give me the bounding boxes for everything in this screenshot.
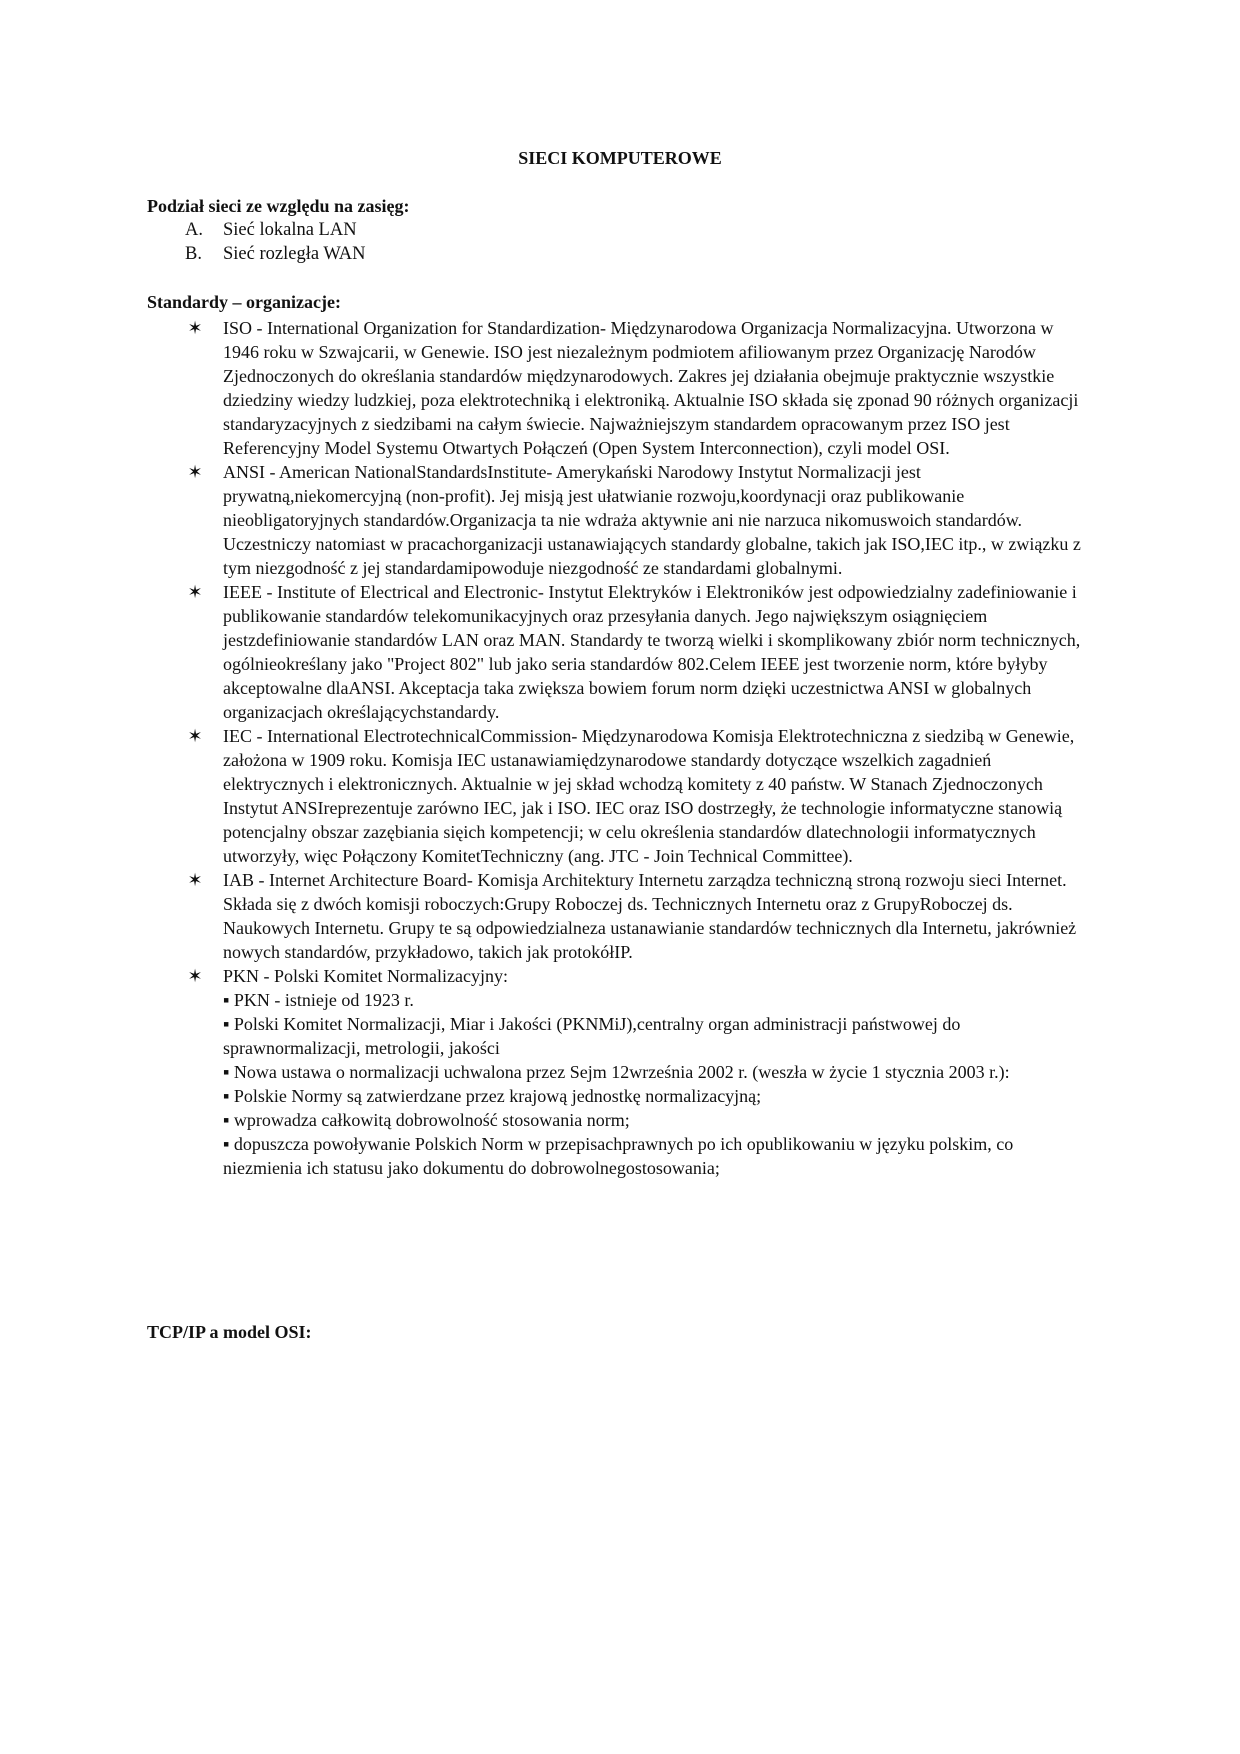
document-title: SIECI KOMPUTEROWE bbox=[518, 148, 722, 168]
item-text: ISO - International Organization for Standardization- Międzynarodowa Organizacja Normalizacyjna. Utworzona w 1946 roku w Szwajcarii, w Genewie. ISO jest niezależnym podmiotem afiliowanym przez Organizację Narodów Zjednoczonych do określania standardów międzynarodowych. Zakres jej działania obejmuje praktycznie wszystkie dziedziny wiedzy ludzkiej, poza elektrotechniką i elektroniką. Aktualnie ISO składa się zponad 90 różnych organizacji standaryzacyjnych z siedzibami na całym świecie. Najważniejszym standardem opracowanym przez ISO jest Referencyjny Model Systemu Otwartych Połączeń (Open System Interconnection), czyli model OSI. bbox=[223, 318, 1079, 458]
list-text: Sieć lokalna LAN bbox=[223, 220, 357, 240]
section-heading-network-range: Podział sieci ze względu na zasięg: bbox=[147, 196, 410, 216]
item-text: ANSI - American NationalStandardsInstitute- Amerykański Narodowy Instytut Normalizacji jest prywatną,niekomercyjną (non-profit). Jej misją jest ułatwianie rozwoju,koordynacji oraz publikowanie nieobligatoryjnych standardów.Organizacja ta nie wdraża aktywnie ani nie narzuca nikomuswoich standardów. Uczestniczy natomiast w pracachorganizacji ustanawiających standardy globalne, takich jak ISO,IEC itp., w związku z tym niezgodność z jej standardamipowoduje niezgodność ze standardami globalnymi. bbox=[223, 462, 1081, 578]
standards-list bbox=[185, 316, 1085, 1180]
list-item bbox=[185, 242, 365, 266]
network-types-list bbox=[185, 218, 365, 266]
section-heading-tcpip-osi: TCP/IP a model OSI: bbox=[147, 1322, 312, 1342]
section-heading-standards: Standardy – organizacje: bbox=[147, 292, 341, 312]
item-text: PKN - Polski Komitet Normalizacyjny: bbox=[223, 966, 508, 986]
sub-item: ▪ Polskie Normy są zatwierdzane przez krajową jednostkę normalizacyjną; bbox=[223, 1086, 762, 1106]
item-text: IEC - International ElectrotechnicalCommission- Międzynarodowa Komisja Elektrotechniczna z siedzibą w Genewie, założona w 1909 roku. Komisja IEC ustanawiamiędzynarodowe standardy dotyczące wszelkich zagadnień elektrycznych i elektronicznych. Aktualnie w jej skład wchodzą komitety z 40 państw. W Stanach Zjednoczonych Instytut ANSIreprezentuje zarówno IEC, jak i ISO. IEC oraz ISO dostrzegły, że technologie informatyczne stanowią potencjalny obszar zazębiania sięich kompetencji; w celu określenia standardów dlatechnologii informatycznych utworzyły, więc Połączony KomitetTechniczny (ang. JTC - Join Technical Committee). bbox=[223, 726, 1075, 866]
star-bullet-icon: ✶ bbox=[187, 582, 203, 602]
list-item-ansi bbox=[185, 460, 1085, 580]
star-bullet-icon: ✶ bbox=[187, 726, 203, 746]
star-bullet-icon: ✶ bbox=[187, 462, 203, 482]
sub-item: ▪ Polski Komitet Normalizacji, Miar i Jakości (PKNMiJ),centralny organ administracji państwowej do sprawnormalizacji, metrologii, jakości bbox=[223, 1014, 961, 1058]
star-bullet-icon: ✶ bbox=[187, 318, 203, 338]
list-item bbox=[185, 218, 365, 242]
list-item-iec bbox=[185, 724, 1085, 868]
list-text: Sieć rozległa WAN bbox=[223, 244, 366, 264]
list-label: B. bbox=[185, 244, 202, 264]
list-label: A. bbox=[185, 220, 203, 240]
list-item-pkn bbox=[185, 964, 1085, 1180]
star-bullet-icon: ✶ bbox=[187, 870, 203, 890]
item-text: IAB - Internet Architecture Board- Komisja Architektury Internetu zarządza techniczną stroną rozwoju sieci Internet. Składa się z dwóch komisji roboczych:Grupy Roboczej ds. Technicznych Internetu oraz z GrupyRoboczej ds. Naukowych Internetu. Grupy te są odpowiedzialneza ustanawianie standardów technicznych dla Internetu, jakrównież nowych standardów, przykładowo, takich jak protokółIP. bbox=[223, 870, 1077, 962]
list-item-iso bbox=[185, 316, 1085, 460]
item-text: IEEE - Institute of Electrical and Electronic- Instytut Elektryków i Elektroników jest odpowiedzialny zadefiniowanie i publikowanie standardów telekomunikacyjnych oraz przesyłania danych. Jego największym osiągnięciem jestzdefiniowanie standardów LAN oraz MAN. Standardy te tworzą wielki i skomplikowany zbiór norm technicznych, ogólnieokreślany jako "Project 802" lub jako seria standardów 802.Celem IEEE jest tworzenie norm, które byłyby akceptowalne dlaANSI. Akceptacja taka zwiększa bowiem forum norm dzięki uczestnictwa ANSI w globalnych organizacjach określającychstandardy. bbox=[223, 582, 1081, 722]
sub-item: ▪ PKN - istnieje od 1923 r. bbox=[223, 990, 414, 1010]
sub-item: ▪ Nowa ustawa o normalizacji uchwalona przez Sejm 12września 2002 r. (weszła w życie 1 stycznia 2003 r.): bbox=[223, 1062, 1010, 1082]
list-item-ieee bbox=[185, 580, 1085, 724]
sub-item: ▪ dopuszcza powoływanie Polskich Norm w przepisachprawnych po ich opublikowaniu w języku polskim, co niezmienia ich statusu jako dokumentu do dobrowolnegostosowania; bbox=[223, 1134, 1014, 1178]
list-item-iab bbox=[185, 868, 1085, 964]
star-bullet-icon: ✶ bbox=[187, 966, 203, 986]
sub-item: ▪ wprowadza całkowitą dobrowolność stosowania norm; bbox=[223, 1110, 630, 1130]
